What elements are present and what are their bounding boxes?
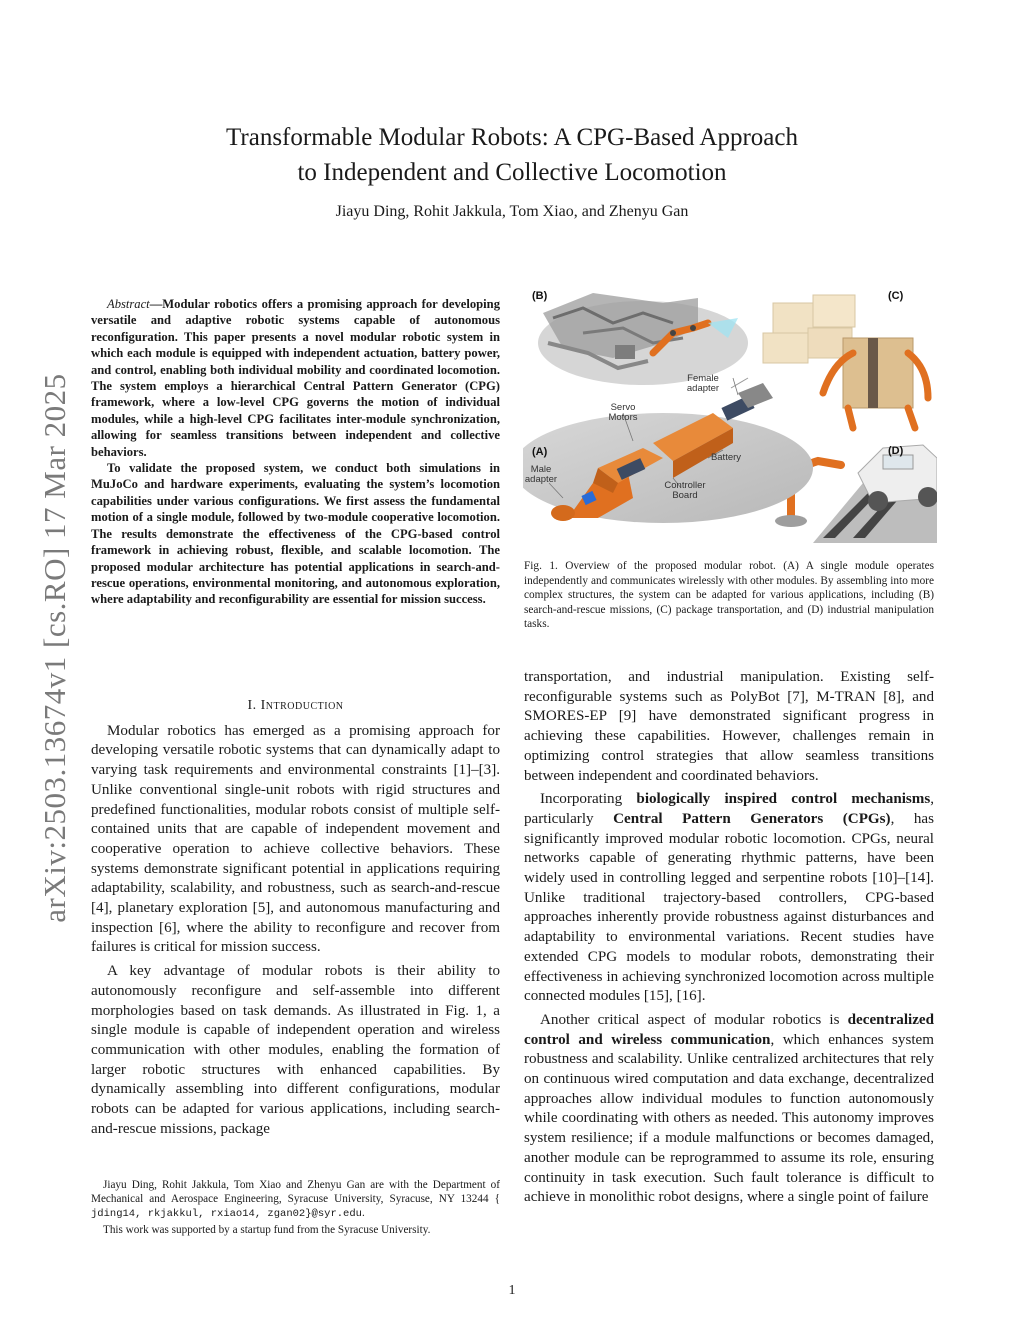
callout-female-adapter-line1: Female <box>687 373 719 384</box>
callout-controller-board-line1: Controller <box>664 480 706 491</box>
figure-label-a: (A) <box>532 446 548 458</box>
intro-paragraph-1: Modular robotics has emerged as a promising approach for developing versatile robotic systems that can dynamically adapt to varying task requirements and environmental constraints [1]–[3]. Unlike conventional single-unit robots with rigid structures and predefined functionalities, modular robots consist of multiple self-contained units that are capable of independent movement and cooperative operation to achieve collective behaviors. These systems demonstrate significant potential in applications requiring adaptability, scalability, and robustness, such as search-and-rescue [4], planetary exploration [5], and autonomous manufacturing and inspection [6], where the ability to reconfigure and recover from failures is critical for mission success. <box>91 722 500 956</box>
title-line-1: Transformable Modular Robots: A CPG-Based Approach <box>226 124 798 151</box>
abstract-label: Abstract <box>107 297 150 311</box>
paper-title <box>140 120 884 190</box>
right-p2-bold-d: Central Pattern Generators (CPGs) <box>613 810 891 827</box>
right-paragraph-2 <box>524 790 934 1007</box>
title-line-2: to Independent and Collective Locomotion <box>297 159 727 186</box>
search-and-rescue-scene <box>538 293 748 385</box>
section-title: Introduction <box>260 698 344 713</box>
right-p3-bold-b: decentralized control and wireless communication <box>524 1011 934 1048</box>
right-p3-text-c: , which enhances system robustness and scalability. Unlike centralized architectures that rely on continuous wired computation and data exchange, decentralized approaches allow individual modules to function autonomously while coordinating with others as needed. This autonomy improves system resilience; if a module malfunctions or becomes damaged, another module can be reprogrammed to assume its role, ensuring continuity in task execution. Such fault tolerance is difficult to achieve in monolithic robot designs, where a single point of failure <box>524 1031 934 1206</box>
right-p2-bold-b: biologically inspired control mechanisms <box>636 791 931 808</box>
right-p2-text-c: , particularly <box>524 791 935 827</box>
footnote <box>91 1178 500 1237</box>
section-heading <box>91 696 500 716</box>
abstract-dash: — <box>149 297 163 311</box>
right-p3-text-a: Another critical aspect of modular robotics is <box>540 1011 848 1028</box>
callout-servo-motors-line1: Servo <box>610 402 636 413</box>
callout-female-adapter-line2: adapter <box>686 383 720 394</box>
figure-1-caption: Fig. 1. Overview of the proposed modular robot. (A) A single module operates independently and communicates wirelessly with other modules. By assembling into more complex structures, the system can be adapted for various applications, including (B) search-and-rescue missions, (C) package transportation, and (D) industrial manipulation tasks. <box>524 560 934 631</box>
footnote-emails: jding14, rkjakkul, rxiao14, zgan02}@syr.edu <box>91 1208 362 1221</box>
right-paragraph-3 <box>524 1011 934 1208</box>
section-introduction <box>91 696 500 1139</box>
figure-label-b: (B) <box>532 290 548 302</box>
callout-male-adapter-line2: adapter <box>524 474 558 485</box>
callout-male-adapter-line1: Male <box>530 464 552 475</box>
page-number: 1 <box>508 1283 516 1298</box>
figure-label-d: (D) <box>888 445 904 457</box>
abstract <box>91 296 500 608</box>
right-p2-text-e: , has significantly improved modular robotic locomotion. CPGs, neural networks capable of generating rhythmic patterns, have been widely used in controlling legged and serpentine robots [10]–[14]. Unlike traditional trajectory-based controllers, CPG-based approaches inherently provide robustness against disturbances and adaptability to environmental variations. Recent studies have extended CPG models to modular robots, demonstrating their effectiveness in achieving synchronized locomotion across multiple connected modules [15], [16]. <box>524 810 935 1005</box>
abstract-paragraph-2: To validate the proposed system, we conduct both simulations in MuJoCo and hardware experiments, evaluating the system’s locomotion capabilities under various configurations. We first assess the fundamental motion of a single module, followed by two-module cooperative locomotion. The results demonstrate the effectiveness of the CPG-based control framework in achieving robust, flexible, and scalable locomotion. The proposed modular architecture has potential applications in search-and-rescue operations, environmental monitoring, and autonomous exploration, where adaptability and reconfigurability are essential for mission success. <box>91 461 500 607</box>
figure-label-c: (C) <box>888 290 904 302</box>
arxiv-identifier: arXiv:2503.13674v1 [cs.RO] 17 Mar 2025 <box>37 373 72 923</box>
footnote-funding: This work was supported by a startup fund from the Syracuse University. <box>103 1223 431 1236</box>
section-number: I. <box>247 698 257 713</box>
intro-paragraph-2: A key advantage of modular robots is their ability to autonomously reconfigure and self-assemble into different morphologies based on task demands. As illustrated in Fig. 1, a single module is capable of independent operation and wireless communication with other modules, enabling the formation of larger robotic structures with enhanced capabilities. By dynamically assembling into different configurations, modular robots can be adapted for various applications, including search-and-rescue missions, package <box>91 963 500 1137</box>
single-module-exploded-view <box>523 378 813 523</box>
right-column-text <box>524 668 934 1208</box>
abstract-paragraph-1: Modular robotics offers a promising approach for developing versatile and adaptive robotic systems capable of autonomous reconfiguration. This paper presents a novel modular robotic system in which each module is equipped with independent actuation, battery power, and control, enabling both individual mobility and coordinated locomotion. The system employs a hierarchical Central Pattern Generator (CPG) framework, where a low-level CPG governs the motion of individual modules, while a high-level CPG facilitates inter-module synchronization, allowing for seamless transitions between independent and collective behaviors. <box>91 297 500 459</box>
right-p2-text-a: Incorporating <box>540 791 637 808</box>
package-transport-scene <box>763 295 928 428</box>
footnote-affiliation: Jiayu Ding, Rohit Jakkula, Tom Xiao and Zhenyu Gan are with the Department of Mechanical and Aerospace Engineering, Syracuse University, Syracuse, NY 13244 { <box>91 1179 500 1206</box>
callout-servo-motors-line2: Motors <box>608 412 638 423</box>
callout-controller-board-line2: Board <box>672 490 698 501</box>
author-list: Jiayu Ding, Rohit Jakkula, Tom Xiao, and Zhenyu Gan <box>335 203 689 220</box>
footnote-period: . <box>361 1207 365 1220</box>
right-paragraph-1: transportation, and industrial manipulation. Existing self-reconfigurable systems such as PolyBot [7], M-TRAN [8], and SMORES-EP [9] have demonstrated significant progress in achieving these capabilities. However, challenges remain in optimizing control strategies that allow seamless transitions between independent and coordinated behaviors. <box>524 669 934 784</box>
callout-battery: Battery <box>710 452 742 463</box>
figure-1-illustration <box>523 283 937 547</box>
